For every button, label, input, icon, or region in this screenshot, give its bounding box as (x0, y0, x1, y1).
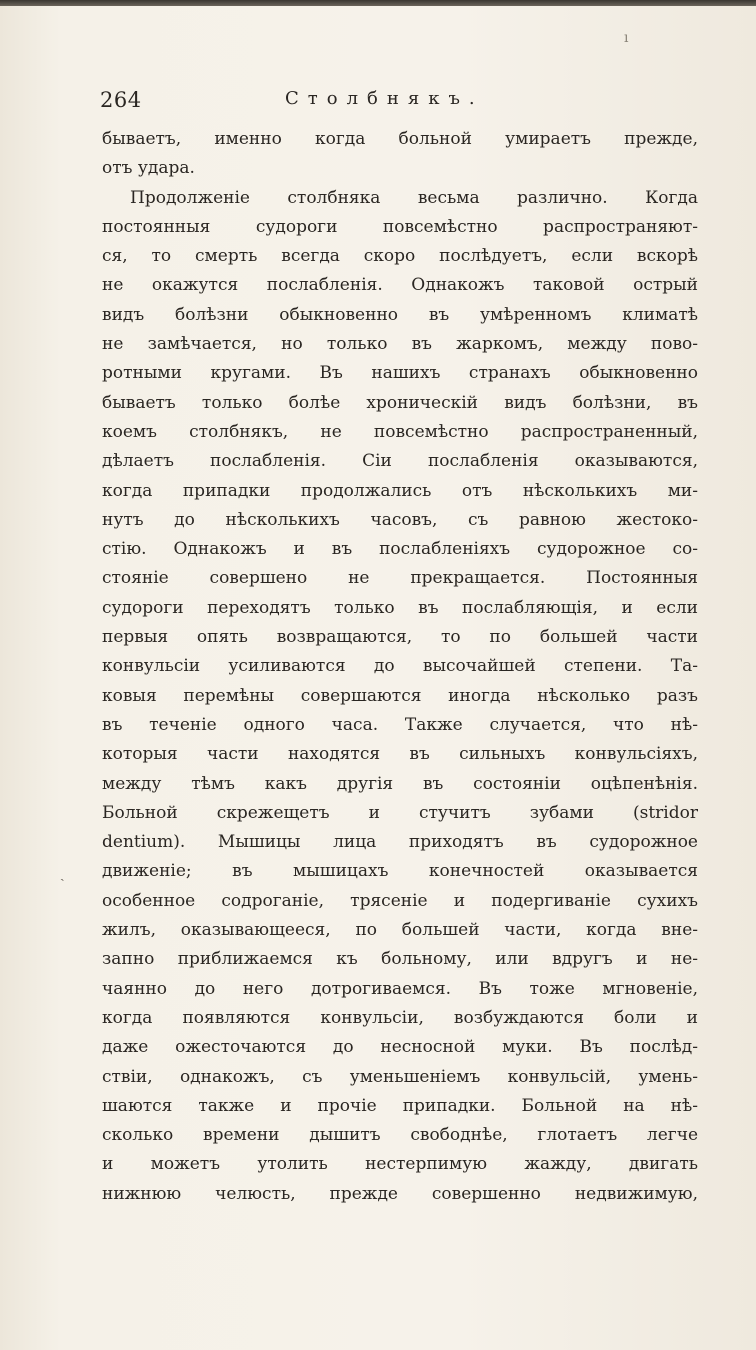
page-top-edge (0, 0, 756, 6)
text-line: нутъ до нѣсколькихъ часовъ, съ равною жестоко- (102, 509, 698, 530)
text-line: не замѣчается, но только въ жаркомъ, между пово- (102, 334, 698, 355)
text-line: жилъ, оказывающееся, по большей части, когда вне- (102, 920, 698, 941)
running-title: Столбнякъ. (285, 88, 484, 109)
corner-mark: ı (624, 30, 629, 46)
page-number: 264 (100, 88, 142, 112)
text-line: когда появляются конвульсіи, возбуждаются боли и (102, 1007, 698, 1028)
text-line: стію. Однакожъ и въ послабленіяхъ судорожное со- (102, 539, 698, 560)
text-line: первыя опять возвращаются, то по большей части (102, 627, 698, 648)
text-line: когда припадки продолжались отъ нѣсколькихъ ми- (102, 480, 698, 501)
text-line: ковыя перемѣны совершаются иногда нѣсколько разъ (102, 685, 698, 706)
text-line: постоянныя судороги повсемѣстно распространяют- (102, 216, 698, 237)
text-line: стояніе совершено не прекращается. Постоянныя (102, 568, 698, 589)
text-line: бываетъ, именно когда больной умираетъ прежде, (102, 129, 698, 149)
text-line: Больной скрежещетъ и стучитъ зубами (stridor (102, 802, 698, 823)
text-line: видъ болѣзни обыкновенно въ умѣренномъ климатѣ (102, 304, 698, 325)
text-line: судороги переходятъ только въ послабляющія, и если (102, 597, 698, 618)
text-line: dentium). Мышицы лица приходятъ въ судорожное (102, 832, 698, 853)
text-line: чаянно до него дотрогиваемся. Въ тоже мгновеніе, (102, 978, 698, 999)
text-line: нижнюю челюсть, прежде совершенно недвижимую, (102, 1183, 698, 1204)
text-line: запно приближаемся къ больному, или вдругъ и не- (102, 949, 698, 970)
text-line: даже ожесточаются до несносной муки. Въ послѣд- (102, 1037, 698, 1058)
text-line: не окажутся послабленія. Однакожъ таковой острый (102, 275, 698, 296)
body-text (102, 125, 698, 1209)
text-line: особенное содроганіе, трясеніе и подергиваніе сухихъ (102, 890, 698, 911)
text-line: коемъ столбнякъ, не повсемѣстно распространенный, (102, 421, 698, 442)
text-line: движеніе; въ мышицахъ конечностей оказывается (102, 861, 698, 882)
text-line: ствіи, однакожъ, съ уменьшеніемъ конвульсій, умень- (102, 1066, 698, 1087)
text-line: отъ удара. (102, 158, 195, 179)
text-line: шаются также и прочіе припадки. Больной на нѣ- (102, 1095, 698, 1116)
text-line: конвульсіи усиливаются до высочайшей степени. Та- (102, 656, 698, 677)
text-line: и можетъ утолить нестерпимую жажду, двигать (102, 1154, 698, 1175)
text-line: Продолженіе столбняка весьма различно. Когда (130, 187, 698, 208)
text-line: ся, то смерть всегда скоро послѣдуетъ, если вскорѣ (102, 246, 698, 267)
text-line: бываетъ только болѣе хроническій видъ болѣзни, въ (102, 392, 698, 413)
margin-mark: ˎ (60, 866, 65, 882)
text-line: между тѣмъ какъ другія въ состояніи оцѣпенѣнія. (102, 773, 698, 794)
text-line: сколько времени дышитъ свободнѣе, глотаетъ легче (102, 1125, 698, 1146)
text-line: дѣлаетъ послабленія. Сіи послабленія оказываются, (102, 451, 698, 472)
text-line: которыя части находятся въ сильныхъ конвульсіяхъ, (102, 744, 698, 765)
text-line: ротными кругами. Въ нашихъ странахъ обыкновенно (102, 363, 698, 384)
page-header (100, 88, 660, 114)
text-line: въ теченіе одного часа. Также случается, что нѣ- (102, 714, 698, 735)
